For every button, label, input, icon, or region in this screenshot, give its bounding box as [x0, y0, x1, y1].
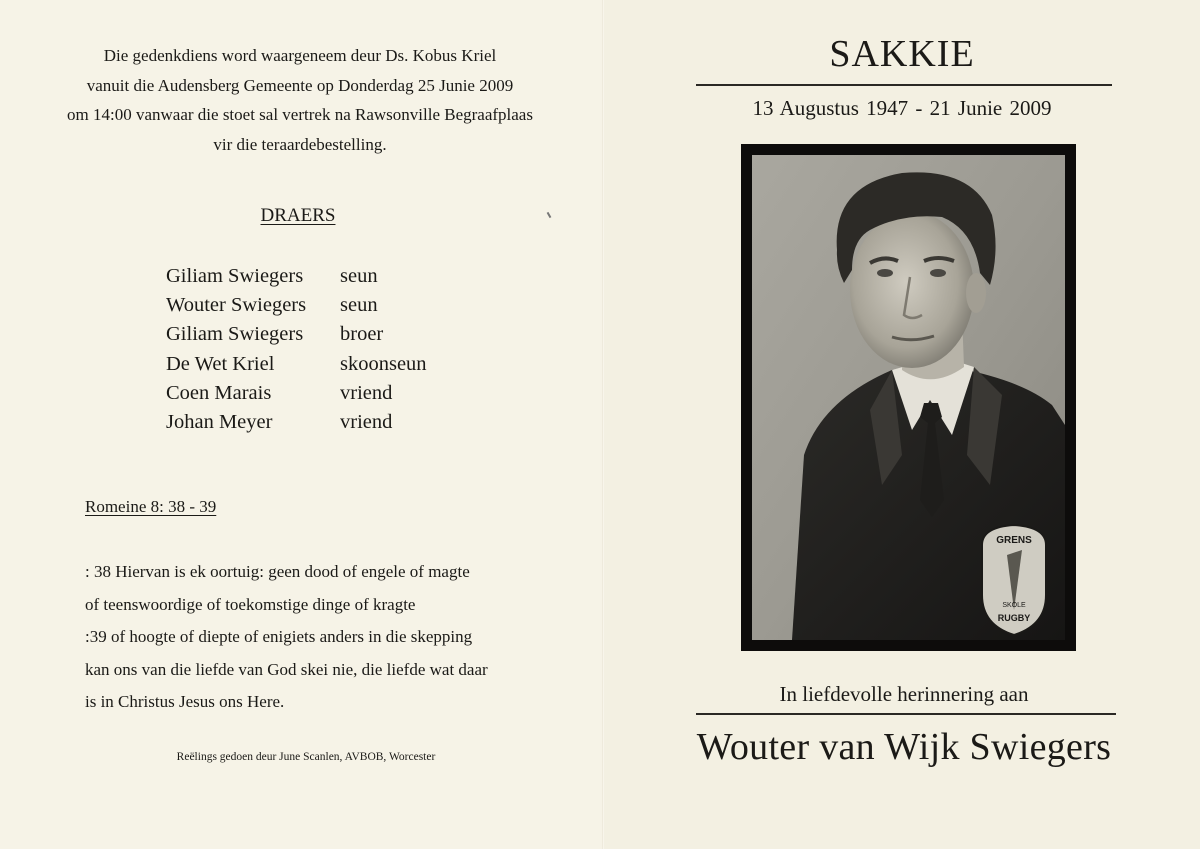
service-details — [30, 41, 570, 159]
life-dates: 13 Augustus 1947 - 21 Junie 2009 — [752, 96, 1052, 120]
school-badge-icon — [982, 525, 1046, 635]
bearer-row — [166, 320, 427, 349]
bearer-relation: vriend — [340, 381, 393, 404]
bearers-list — [166, 262, 427, 437]
bearer-name: Giliam Swiegers — [166, 323, 304, 346]
intro-line: om 14:00 vanwaar die stoet sal vertrek na Rawsonville Begraafplaas — [67, 105, 533, 124]
deceased-full-name: Wouter van Wijk Swiegers — [696, 726, 1112, 768]
bearer-row — [166, 379, 427, 408]
intro-line: vanuit die Audensberg Gemeente op Donderdag 25 Junie 2009 — [86, 75, 514, 95]
bearer-row — [166, 350, 427, 379]
scripture-verse — [85, 556, 488, 719]
bearer-name: De Wet Kriel — [166, 352, 275, 375]
badge-text-middle: SKOLE — [1002, 602, 1026, 609]
nickname-heading: SAKKIE — [829, 33, 975, 75]
bearer-relation: skoonseun — [340, 352, 427, 375]
bearer-name: Wouter Swiegers — [166, 294, 307, 317]
divider-top — [696, 84, 1112, 86]
bearer-name: Johan Meyer — [166, 411, 273, 434]
bearer-row — [166, 408, 427, 437]
memory-line: In liefdevolle herinnering aan — [779, 682, 1029, 706]
bearer-relation: vriend — [340, 411, 393, 434]
portrait-photo — [752, 155, 1065, 640]
bearer-relation: seun — [340, 294, 378, 317]
verse-line: of teenswoordige of toekomstige dinge of kragte — [85, 594, 416, 614]
bearers-heading: DRAERS — [260, 205, 336, 226]
intro-line: vir die teraardebestelling. — [213, 134, 387, 154]
divider-bottom — [696, 713, 1116, 715]
badge-text-top: GRENS — [996, 535, 1032, 546]
right-page — [604, 0, 1200, 849]
portrait-frame — [741, 144, 1076, 651]
verse-line: :39 of hoogte of diepte of enigiets anders in die skepping — [85, 627, 473, 646]
bearer-relation: seun — [340, 265, 378, 287]
arrangements-credit: Reëlings gedoen deur June Scanlen, AVBOB, Worcester — [176, 751, 436, 763]
verse-line: kan ons van die liefde van God skei nie, die liefde wat daar — [85, 659, 488, 679]
badge-text-bottom: RUGBY — [997, 613, 1031, 623]
verse-line: : 38 Hiervan is ek oortuig: geen dood of engele of magte — [85, 562, 470, 581]
verse-reference: Romeine 8: 38 - 39 — [85, 497, 217, 516]
intro-line: Die gedenkdiens word waargeneem deur Ds. Kobus Kriel — [103, 46, 497, 65]
bearer-row — [166, 262, 427, 291]
bearer-name: Giliam Swiegers — [166, 265, 304, 287]
bearer-name: Coen Marais — [166, 381, 272, 404]
bearer-row — [166, 291, 427, 320]
verse-line: is in Christus Jesus ons Here. — [85, 692, 285, 711]
bearer-relation: broer — [340, 323, 384, 346]
